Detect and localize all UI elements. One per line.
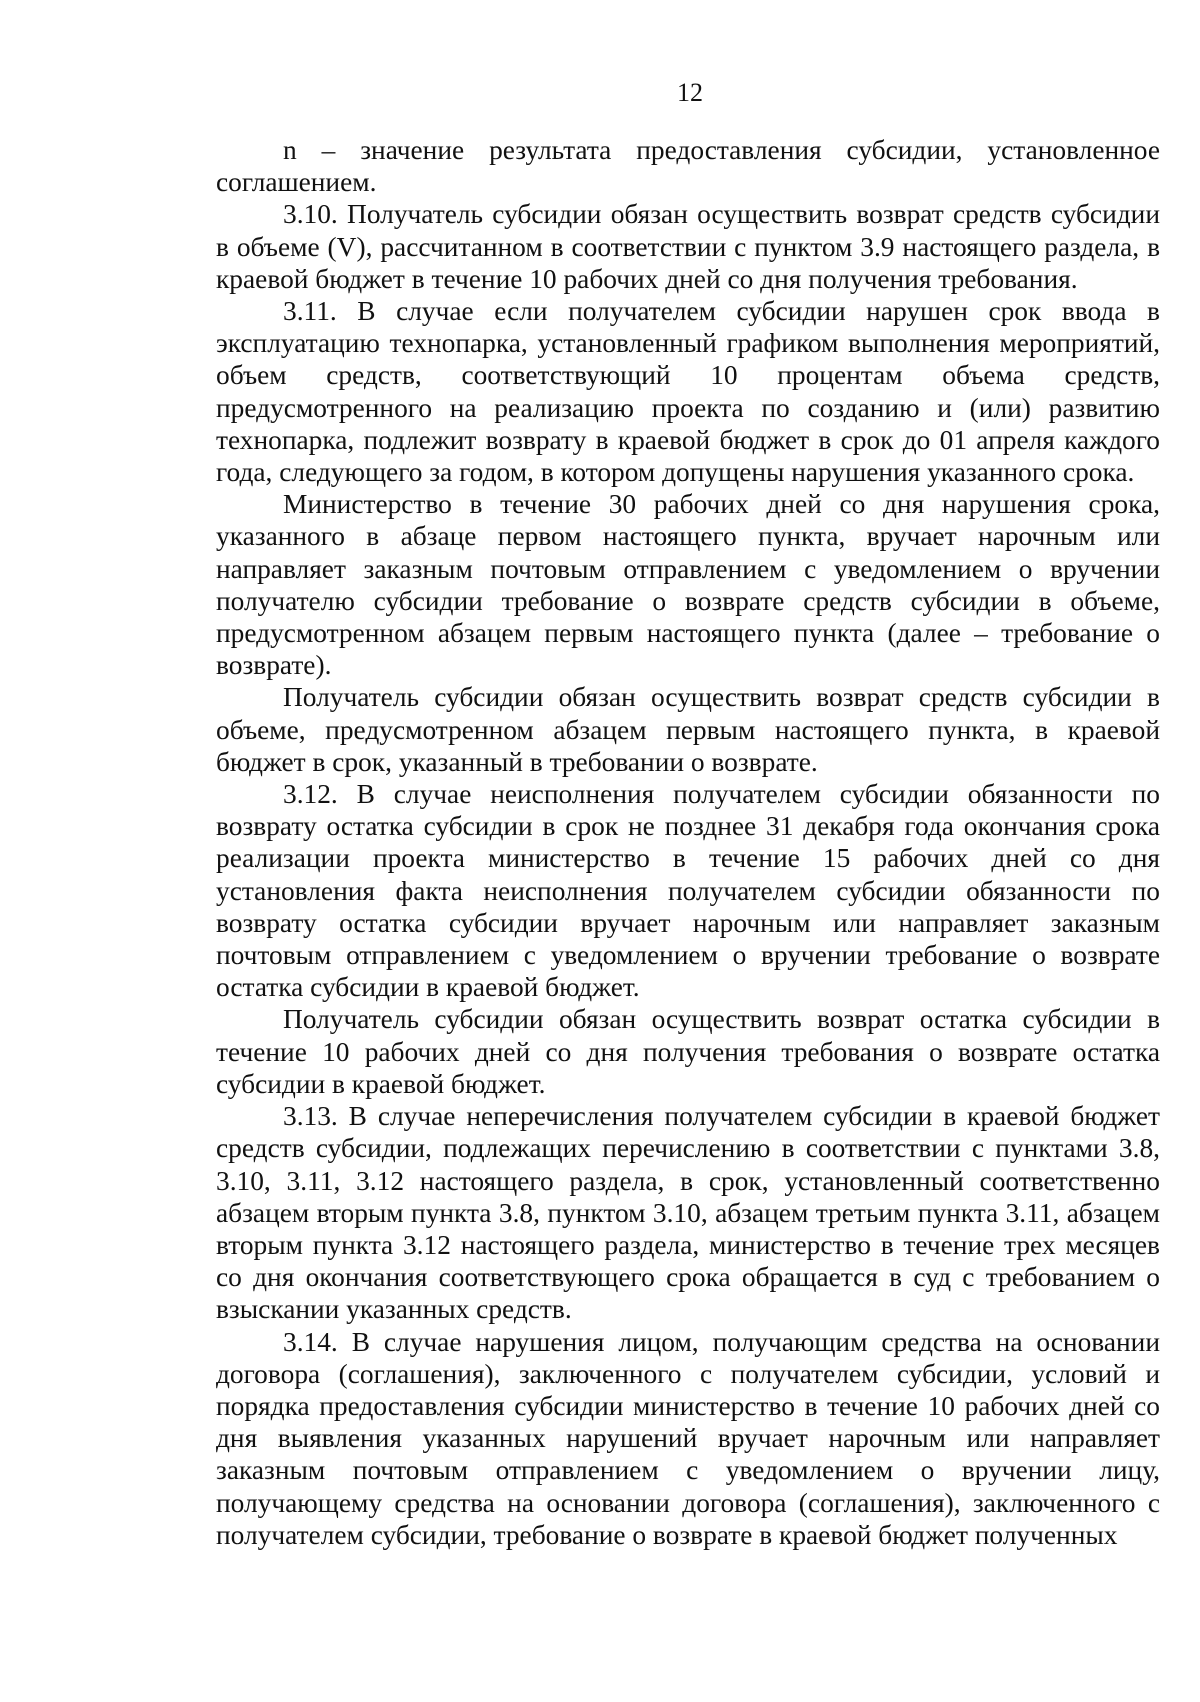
paragraph-3-12: 3.12. В случае неисполнения получателем субсидии обязанности по возврату остатка субсидии в срок не позднее 31 декабря года окончания срока реализации проекта министерство в течение 15 рабочих дней со дня установления факта неисполнения получателем субсидии обязанности по возврату остатка субсидии вручает нарочным или направляет заказным почтовым отправлением с уведомлением о вручении требование о возврате остатка субсидии в краевой бюджет. (216, 779, 1160, 1003)
document-body (216, 134, 1160, 1551)
paragraph-3-10: 3.10. Получатель субсидии обязан осуществить возврат средств субсидии в объеме (V), рассчитанном в соответствии с пунктом 3.9 настоящего раздела, в краевой бюджет в течение 10 рабочих дней со дня получения требования. (216, 199, 1160, 294)
paragraph-3-11-ministry: Министерство в течение 30 рабочих дней со дня нарушения срока, указанного в абзаце первом настоящего пункта, вручает нарочным или направляет заказным почтовым отправлением с уведомлением о вручении получателю субсидии требование о возврате средств субсидии в объеме, предусмотренном абзацем первым настоящего пункта (далее – требование о возврате). (216, 489, 1160, 681)
paragraph-3-12-return: Получатель субсидии обязан осуществить возврат остатка субсидии в течение 10 рабочих дней со дня получения требования о возврате остатка субсидии в краевой бюджет. (216, 1004, 1160, 1099)
paragraph-3-14: 3.14. В случае нарушения лицом, получающим средства на основании договора (соглашения), заключенного с получателем субсидии, условий и порядка предоставления субсидии министерство в течение 10 рабочих дней со дня выявления указанных нарушений вручает нарочным или направляет заказным почтовым отправлением с уведомлением о вручении лицу, получающему средства на основании договора (соглашения), заключенного с получателем субсидии, требование о возврате в краевой бюджет полученных (216, 1326, 1160, 1550)
paragraph-3-11-return: Получатель субсидии обязан осуществить возврат средств субсидии в объеме, предусмотренном абзацем первым настоящего пункта, в краевой бюджет в срок, указанный в требовании о возврате. (216, 682, 1160, 777)
paragraph-3-11: 3.11. В случае если получателем субсидии нарушен срок ввода в эксплуатацию технопарка, установленный графиком выполнения мероприятий, объем средств, соответствующий 10 процентам объема средств, предусмотренного на реализацию проекта по созданию и (или) развитию технопарка, подлежит возврату в краевой бюджет в срок до 01 апреля каждого года, следующего за годом, в котором допущены нарушения указанного срока. (216, 296, 1160, 488)
page-number: 12 (677, 78, 703, 107)
paragraph-n-definition: n – значение результата предоставления субсидии, установленное соглашением. (216, 135, 1160, 198)
paragraph-3-13: 3.13. В случае неперечисления получателем субсидии в краевой бюджет средств субсидии, подлежащих перечислению в соответствии с пунктами 3.8, 3.10, 3.11, 3.12 настоящего раздела, в срок, установленный соответственно абзацем вторым пункта 3.8, пунктом 3.10, абзацем третьим пункта 3.11, абзацем вторым пункта 3.12 настоящего раздела, министерство в течение трех месяцев со дня окончания соответствующего срока обращается в суд с требованием о взыскании указанных средств. (216, 1101, 1160, 1325)
